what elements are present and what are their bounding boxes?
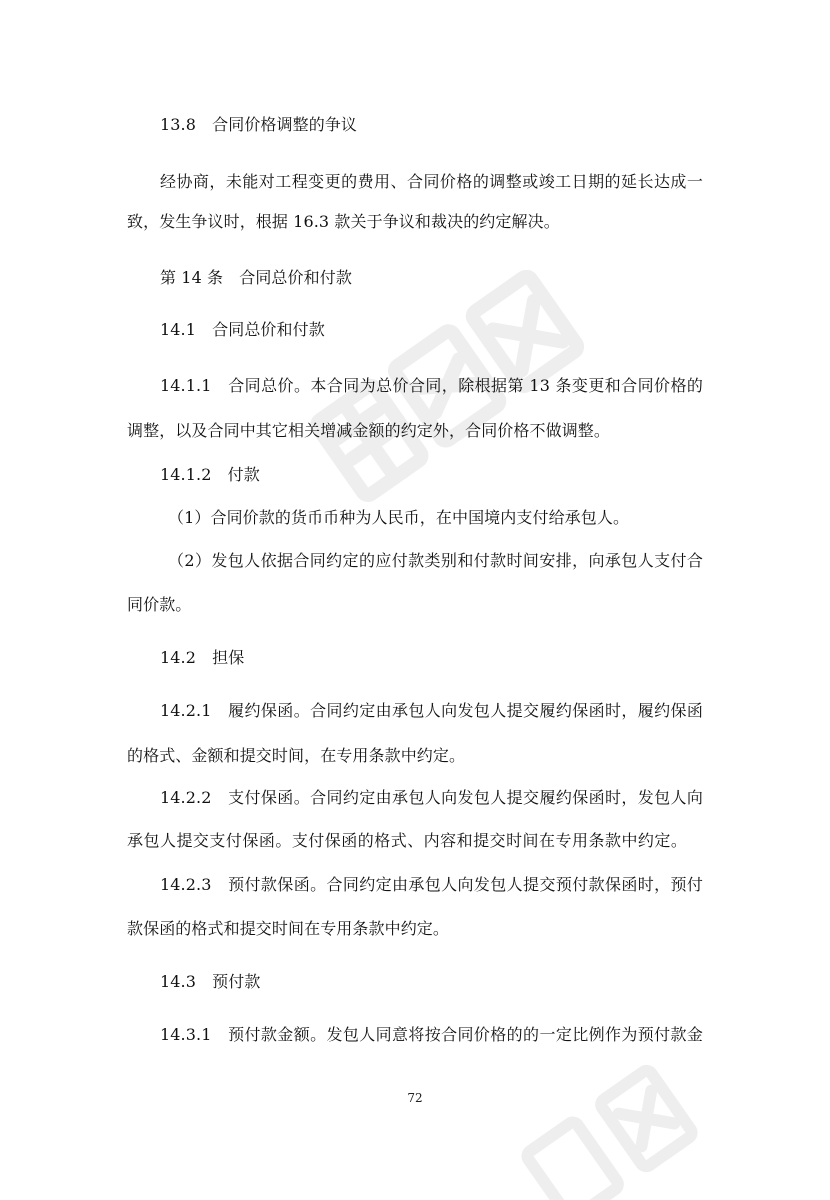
list-item: （1）合同价款的货币币种为人民币，在中国境内支付给承包人。 [168,508,630,527]
paragraph-line: 致，发生争议时，根据 16.3 款关于争议和裁决的约定解决。 [127,212,560,231]
paragraph-line: 调整，以及合同中其它相关增减金额的约定外，合同价格不做调整。 [127,421,611,440]
paragraph-line: 14.3.1 预付款金额。发包人同意将按合同价格的的一定比例作为预付款金 [160,1025,703,1044]
paragraph-line: 款保函的格式和提交时间在专用条款中约定。 [127,919,450,938]
paragraph-line: 承包人提交支付保函。支付保函的格式、内容和提交时间在专用条款中约定。 [127,831,687,850]
paragraph-line: 同价款。 [127,595,192,614]
section-heading-14-2: 14.2 担保 [160,648,245,667]
article-heading-14: 第 14 条 合同总价和付款 [160,268,352,287]
paragraph-line: 经协商，未能对工程变更的费用、合同价格的调整或竣工日期的延长达成一 [160,172,703,191]
subsection-heading-14-1-2: 14.1.2 付款 [160,465,260,484]
paragraph-line: 14.1.1 合同总价。本合同为总价合同，除根据第 13 条变更和合同价格的 [160,376,703,395]
paragraph-line: 14.2.3 预付款保函。合同约定由承包人向发包人提交预付款保函时，预付 [160,875,703,894]
section-heading-13-8: 13.8 合同价格调整的争议 [160,115,358,134]
paragraph-line: 14.2.1 履约保函。合同约定由承包人向发包人提交履约保函时，履约保函 [160,701,703,720]
section-heading-14-3: 14.3 预付款 [160,972,261,991]
page-number: 72 [407,1091,423,1105]
paragraph-line: 的格式、金额和提交时间，在专用条款中约定。 [127,746,466,765]
paragraph-line: 14.2.2 支付保函。合同约定由承包人向发包人提交履约保函时，发包人向 [160,788,703,807]
watermark-logo-bottom [470,1060,790,1200]
list-item: （2）发包人依据合同约定的应付款类别和付款时间安排，向承包人支付合 [168,551,703,570]
section-heading-14-1: 14.1 合同总价和付款 [160,320,325,339]
